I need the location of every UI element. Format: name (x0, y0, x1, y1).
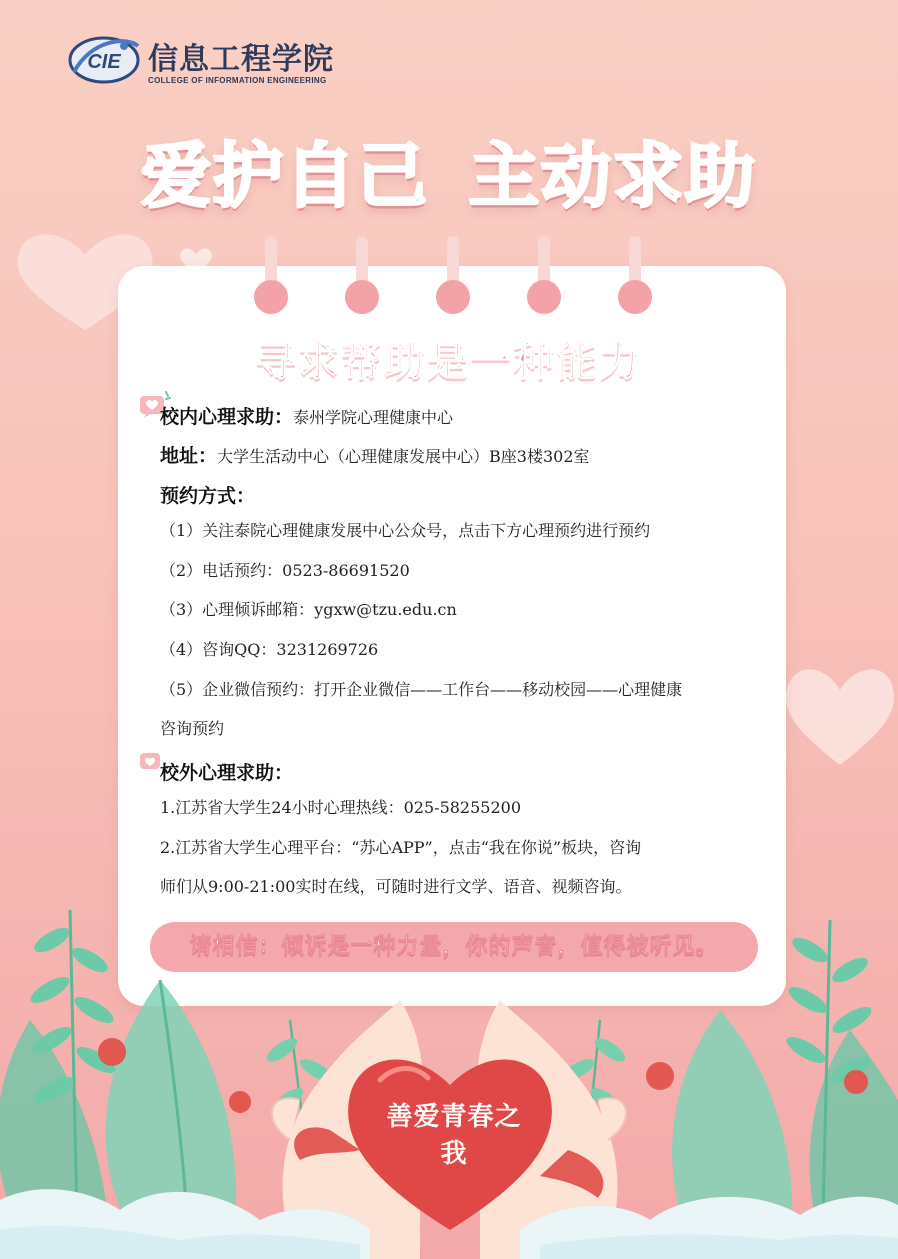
main-title-part1: 爱护自己 (141, 135, 429, 217)
binder-ring (345, 236, 379, 314)
main-title (0, 120, 898, 221)
booking-label: 预约方式： (160, 485, 256, 507)
offcampus-item: 师们从9:00-21:00实时在线，可随时进行文学、语音、视频咨询。 (160, 877, 632, 896)
card-subtitle: 寻求帮助是一种能力 (255, 339, 643, 385)
college-name-cn: 信息工程学院 (148, 42, 334, 77)
oncampus-help-row (160, 402, 453, 429)
booking-item: （4）咨询QQ：3231269726 (160, 640, 379, 659)
oncampus-help-value: 泰州学院心理健康中心 (293, 408, 454, 427)
booking-item: （1）关注泰院心理健康发展中心公众号，点击下方心理预约进行预约 (160, 521, 651, 540)
college-logo (66, 32, 346, 92)
address-value: 大学生活动中心（心理健康发展中心）B座3楼302室 (217, 447, 590, 466)
booking-item: （5）企业微信预约：打开企业微信——工作台——移动校园——心理健康 (160, 680, 683, 699)
binder-ring (254, 236, 288, 314)
offcampus-item: 2.江苏省大学生心理平台：“苏心APP”，点击“我在你说”板块，咨询 (160, 838, 642, 857)
heart-slogan: 善爱青春之我 (386, 1102, 522, 1169)
cloud-heart-right-decoration (780, 660, 898, 770)
cie-logo-icon (66, 32, 142, 88)
address-label: 地址： (160, 445, 218, 467)
booking-item: （2）电话预约：0523-86691520 (160, 561, 410, 580)
svg-text:CIE: CIE (87, 51, 121, 73)
booking-item: （3）心理倾诉邮箱：ygxw@tzu.edu.cn (160, 600, 457, 619)
main-title-part2: 主动求助 (469, 135, 757, 217)
footer-message: 请相信：倾诉是一种力量，你的声音，值得被听见。 (189, 934, 719, 959)
binder-ring (436, 236, 470, 314)
binder-ring (527, 236, 561, 314)
address-row (160, 441, 590, 468)
booking-item: 咨询预约 (160, 719, 225, 738)
offcampus-label: 校外心理求助： (160, 762, 294, 784)
binder-ring (618, 236, 652, 314)
college-name-en: COLLEGE OF INFORMATION ENGINEERING (148, 76, 327, 85)
offcampus-item: 1.江苏省大学生24小时心理热线：025-58255200 (160, 798, 522, 817)
oncampus-help-label: 校内心理求助： (160, 406, 294, 428)
